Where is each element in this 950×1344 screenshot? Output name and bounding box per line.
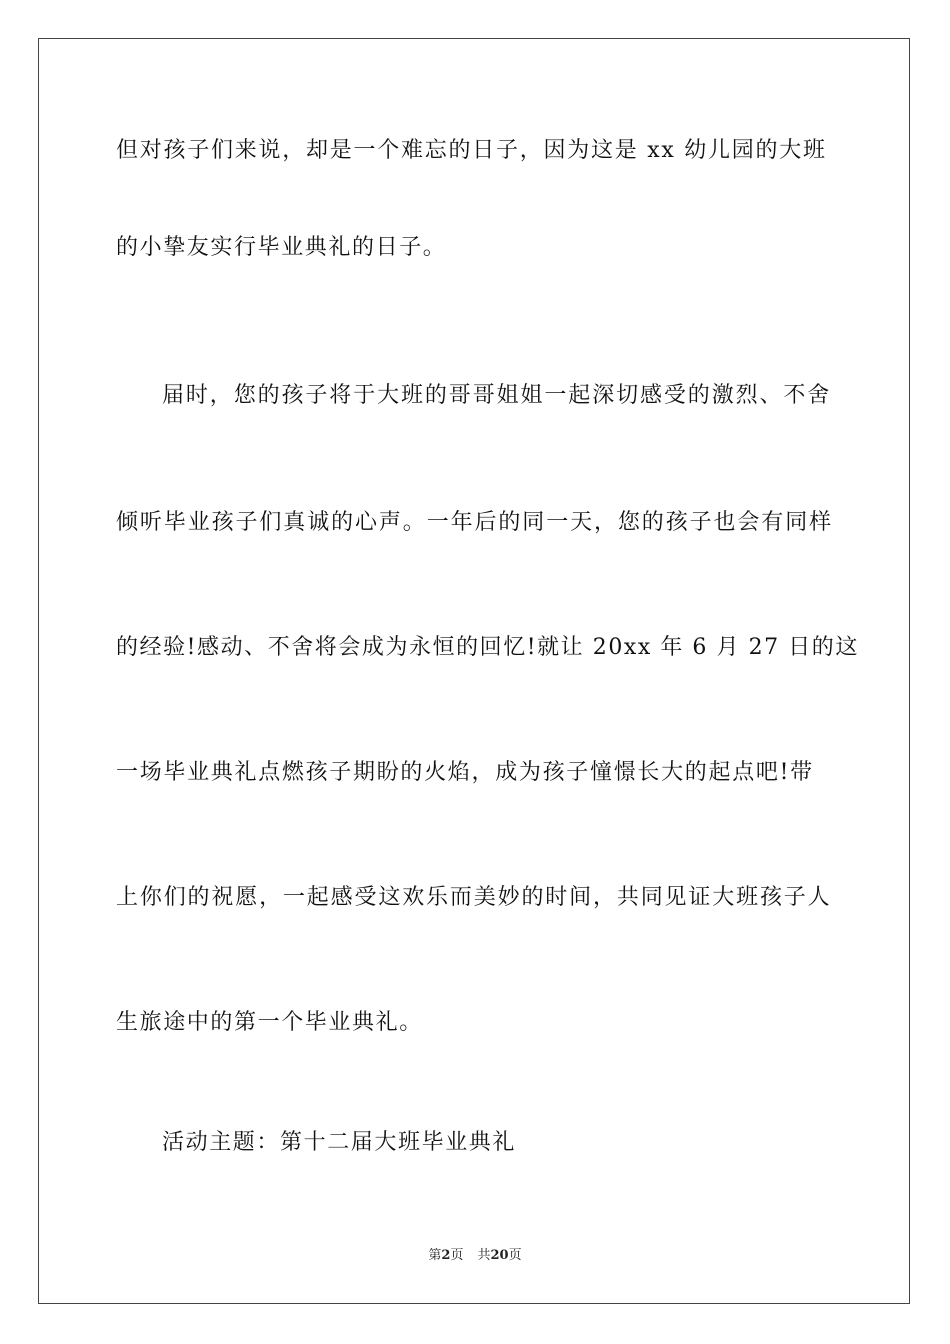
page-prefix: 第 [428,1248,442,1263]
page-border [38,38,910,1304]
paragraph-line-5: 的经验!感动、不舍将会成为永恒的回忆!就让 20xx 年 6 月 27 日的这 [116,635,859,660]
total-suffix: 页 [508,1248,522,1263]
paragraph-line-4: 倾听毕业孩子们真诚的心声。一年后的同一天，您的孩子也会有同样 [116,510,834,535]
paragraph-line-6: 一场毕业典礼点燃孩子期盼的火焰，成为孩子憧憬长大的起点吧!带 [116,760,814,785]
total-prefix: 共 [477,1248,491,1263]
page-footer [0,1247,950,1265]
page-total-number: 20 [490,1248,509,1263]
paragraph-line-1: 但对孩子们来说，却是一个难忘的日子，因为这是 xx 幼儿园的大班 [116,138,827,163]
paragraph-line-7: 上你们的祝愿，一起感受这欢乐而美妙的时间，共同见证大班孩子人 [116,885,832,910]
activity-theme-line: 活动主题：第十二届大班毕业典礼 [162,1130,517,1155]
paragraph-line-8: 生旅途中的第一个毕业典礼。 [116,1010,423,1035]
page-suffix: 页 [450,1248,464,1263]
paragraph-line-3: 届时，您的孩子将于大班的哥哥姐姐一起深切感受的激烈、不舍 [162,383,832,408]
page-current-number: 2 [441,1248,451,1263]
paragraph-line-2: 的小挚友实行毕业典礼的日子。 [116,235,447,260]
